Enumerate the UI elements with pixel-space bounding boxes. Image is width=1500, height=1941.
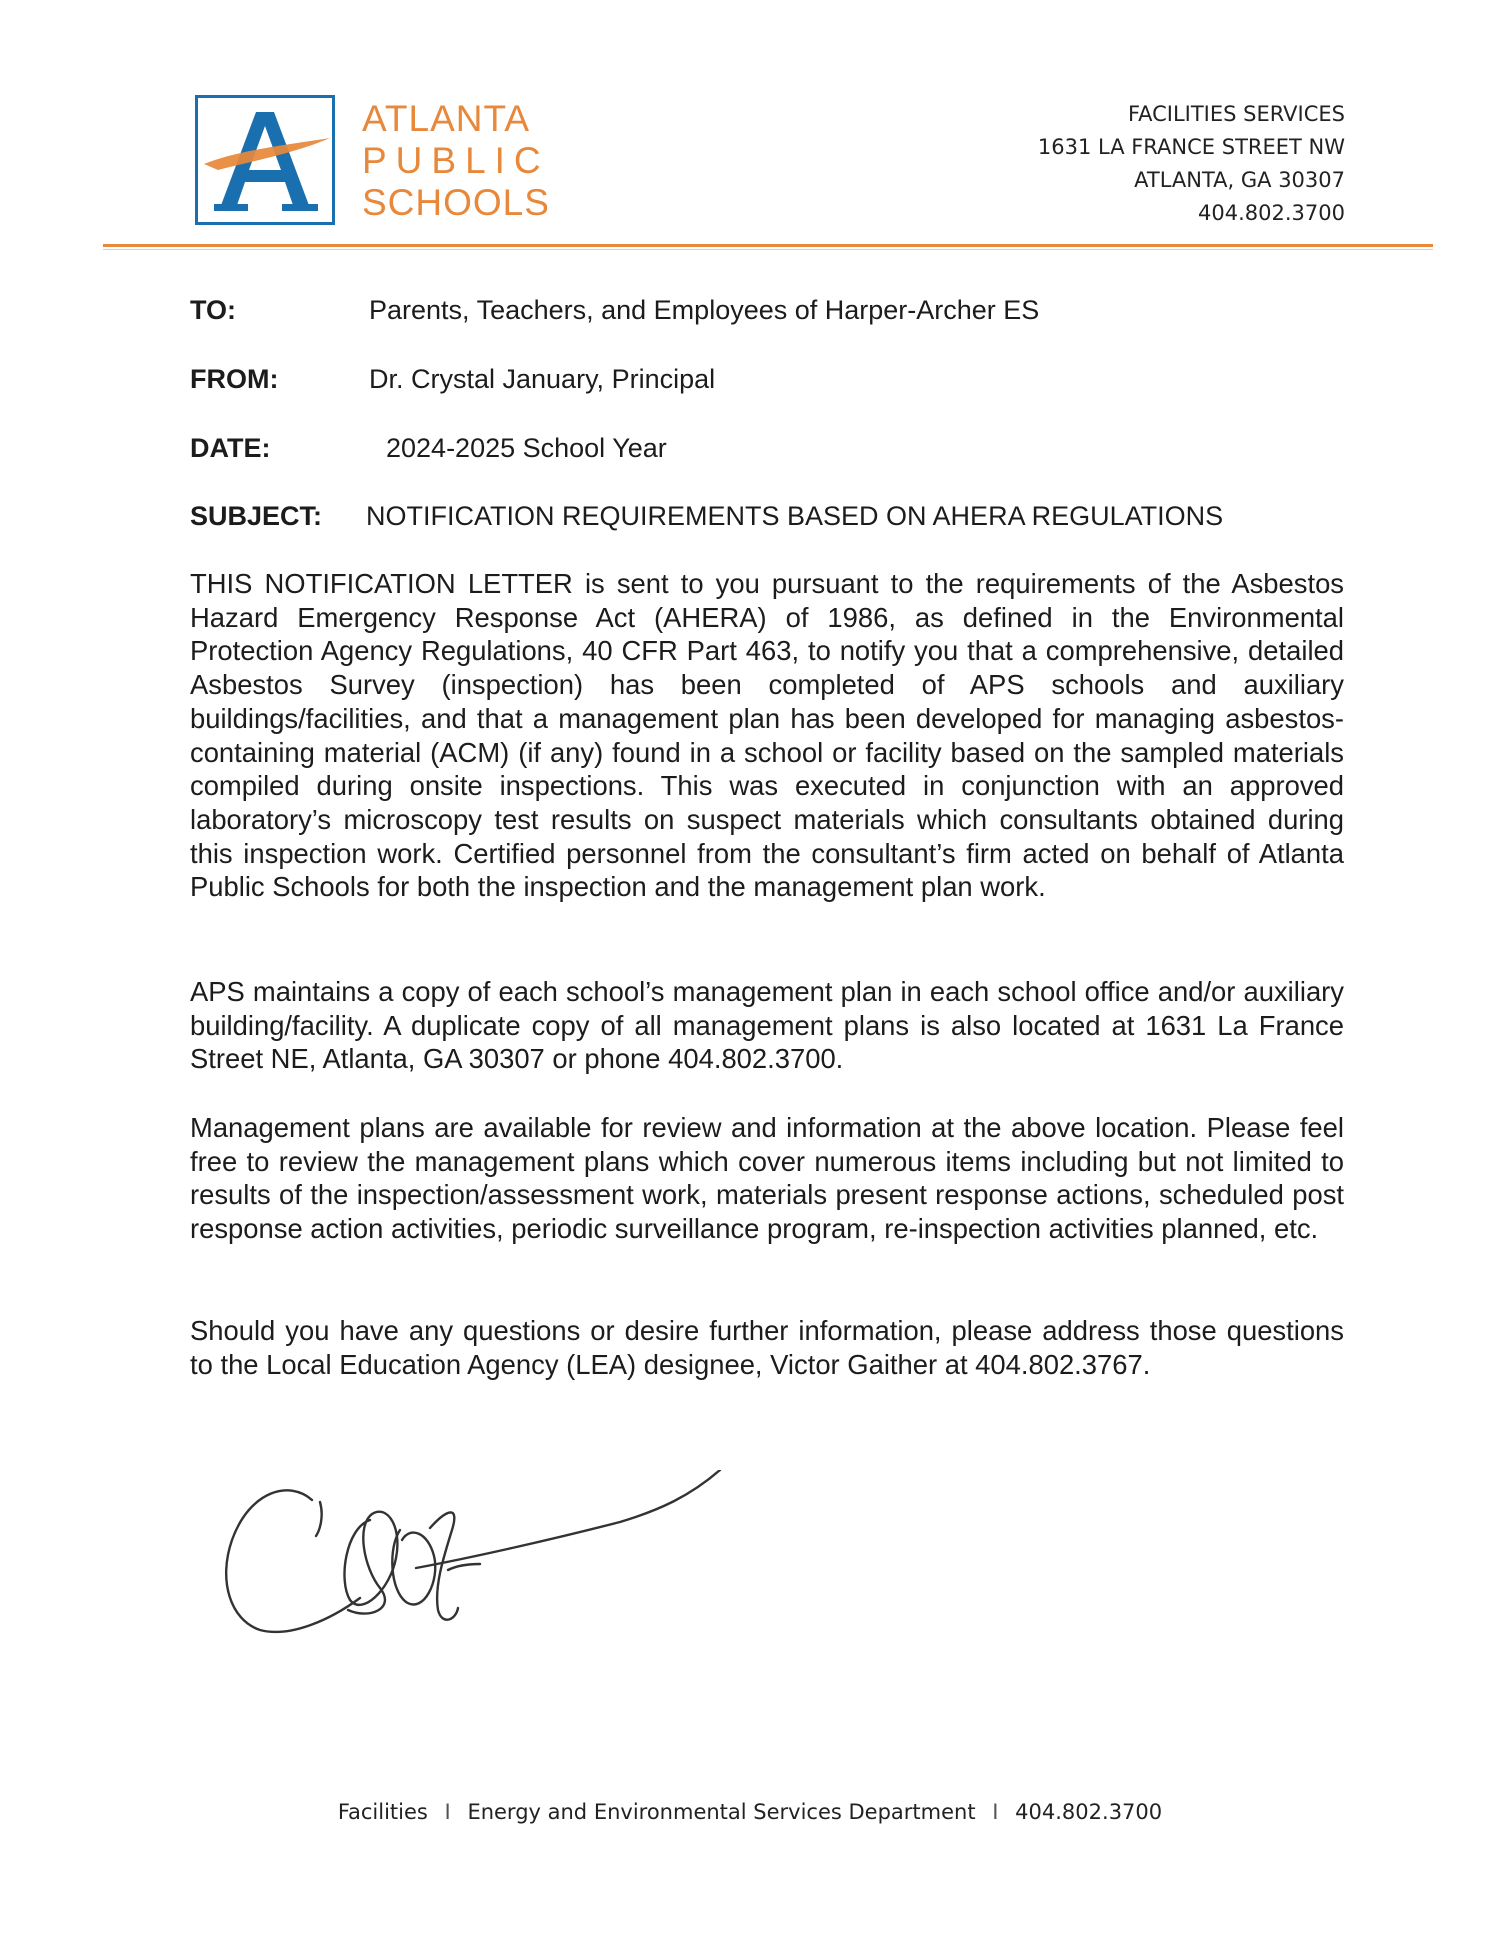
footer-separator-1: I — [444, 1800, 451, 1824]
header-divider — [103, 244, 1433, 247]
wordmark-line-3: SCHOOLS — [362, 182, 550, 223]
page-footer — [0, 1800, 1500, 1824]
memo-from-label: FROM: — [190, 364, 279, 394]
body-paragraph-2: APS maintains a copy of each school’s management plan in each school office and/or auxiliary building/facility. A duplicate copy of all management plans is also located at 1631 La France Street NE, Atlanta, GA 30307 or phone 404.802.3700. — [190, 976, 1344, 1075]
wordmark-line-2: PUBLIC — [362, 140, 550, 181]
wordmark-line-1: ATLANTA — [362, 98, 531, 139]
memo-from-value: Dr. Crystal January, Principal — [369, 364, 716, 394]
aps-logo-icon — [195, 95, 335, 225]
facilities-address — [1038, 98, 1345, 230]
footer-phone: 404.802.3700 — [1015, 1800, 1163, 1824]
memo-subject-value: NOTIFICATION REQUIREMENTS BASED ON AHERA REGULATIONS — [366, 501, 1224, 531]
footer-department: Energy and Environmental Services Department — [467, 1800, 976, 1824]
memo-to-value: Parents, Teachers, and Employees of Harper-Archer ES — [369, 295, 1040, 325]
signature-image — [220, 1470, 740, 1675]
address-dept: FACILITIES SERVICES — [1127, 102, 1345, 126]
footer-separator-2: I — [992, 1800, 999, 1824]
address-phone: 404.802.3700 — [1198, 201, 1345, 225]
memo-to-label: TO: — [190, 295, 236, 325]
body-paragraph-4: Should you have any questions or desire further information, please address those questions to the Local Education Agency (LEA) designee, Victor Gaither at 404.802.3767. — [190, 1315, 1344, 1380]
footer-facilities: Facilities — [337, 1800, 428, 1824]
memo-date-value: 2024-2025 School Year — [386, 433, 667, 463]
address-city: ATLANTA, GA 30307 — [1134, 168, 1345, 192]
address-street: 1631 LA FRANCE STREET NW — [1037, 135, 1345, 159]
memo-subject-label: SUBJECT: — [190, 501, 323, 531]
body-paragraph-3: Management plans are available for review and information at the above location. Please feel free to review the management plans which cover numerous items including but not limited to results of the inspection/assessment work, materials present response actions, scheduled post response action activities, periodic surveillance program, re-inspection activities planned, etc. — [190, 1112, 1344, 1245]
body-paragraph-1: THIS NOTIFICATION LETTER is sent to you pursuant to the requirements of the Asbestos Hazard Emergency Response Act (AHERA) of 1986, as defined in the Environmental Protection Agency Regulations, 40 CFR Part 463, to notify you that a comprehensive, detailed Asbestos Survey (inspection) has been completed of APS schools and auxiliary buildings/facilities, and that a management plan has been developed for managing asbestos-containing material (ACM) (if any) found in a school or facility based on the sampled materials compiled during onsite inspections. This was executed in conjunction with an approved laboratory’s microscopy test results on suspect materials which consultants obtained during this inspection work. Certified personnel from the consultant’s firm acted on behalf of Atlanta Public Schools for both the inspection and the management plan work. — [190, 568, 1344, 903]
memo-date-label: DATE: — [190, 433, 271, 463]
header-divider-shadow — [103, 249, 1433, 250]
aps-wordmark — [362, 98, 550, 224]
